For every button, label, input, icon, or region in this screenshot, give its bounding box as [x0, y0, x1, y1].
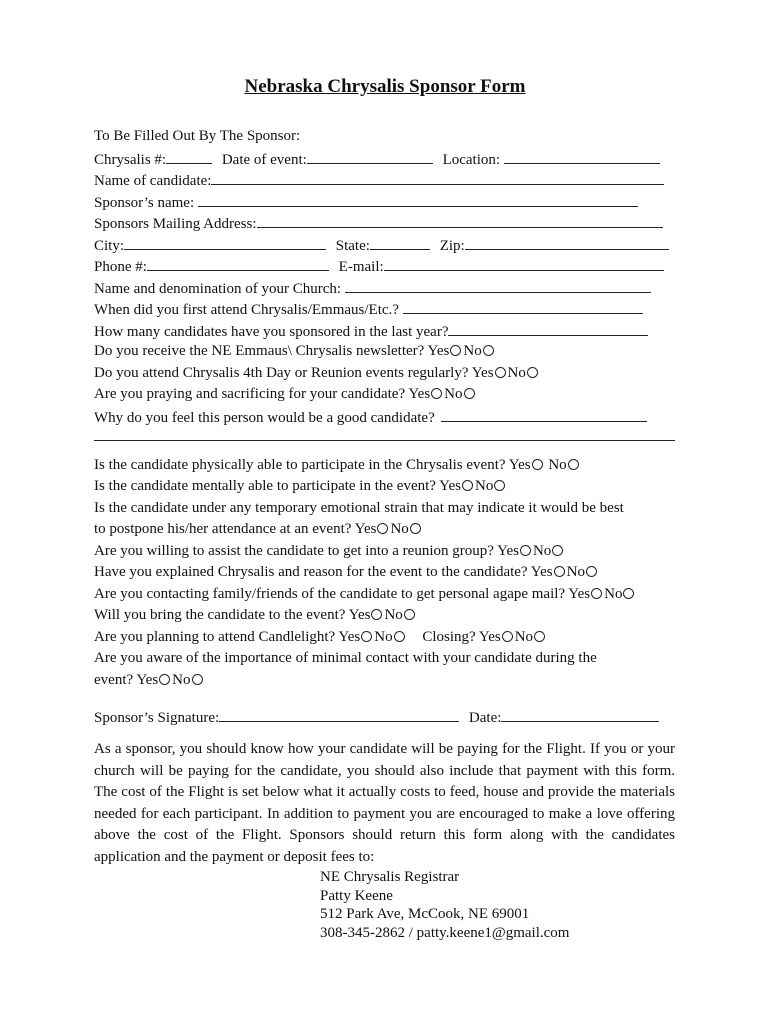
row-mailing-address [94, 212, 663, 234]
chrysalis-number-label: Chrysalis #: [94, 152, 167, 168]
form-title: Nebraska Chrysalis Sponsor Form [244, 76, 526, 97]
state-field[interactable] [370, 234, 430, 250]
yes-radio-icon[interactable] [554, 566, 565, 577]
signature-field[interactable] [219, 706, 459, 722]
how-many-field[interactable] [448, 320, 648, 336]
location-field[interactable] [504, 148, 660, 164]
question-reunion [94, 363, 540, 383]
question-praying-text: Are you praying and sacrificing for your candidate? [94, 386, 406, 402]
no-radio-icon[interactable] [527, 367, 538, 378]
sponsor-name-label: Sponsor’s name: [94, 195, 195, 211]
no-radio-icon[interactable] [568, 459, 579, 470]
question-newsletter [94, 341, 496, 361]
first-attend-field[interactable] [403, 298, 643, 314]
question-physically-able [94, 455, 581, 475]
yes-label: Yes [354, 521, 377, 537]
question-explained-text: Have you explained Chrysalis and reason for the event to the candidate? [94, 564, 528, 580]
candidate-name-label: Name of candidate: [94, 173, 212, 189]
intro-text: To Be Filled Out By The Sponsor: [94, 128, 301, 144]
question-emotional-strain-line1 [94, 498, 624, 518]
address-line-3: 512 Park Ave, McCook, NE 69001 [320, 906, 530, 922]
yes-label: Yes [136, 672, 159, 688]
question-minimal-contact-text-cont: event? [94, 672, 134, 688]
no-radio-icon[interactable] [394, 631, 405, 642]
yes-label: Yes [508, 457, 531, 473]
question-emotional-strain-text-cont: to postpone his/her attendance at an event? [94, 521, 352, 537]
no-label: No [374, 629, 393, 645]
yes-label: Yes [427, 343, 450, 359]
instructions-paragraph: As a sponsor, you should know how your candidate will be paying for the Flight. If you or your church will be paying for the candidate, you should also include that payment with this form. The cost of the Flight is set below what it actually costs to feed, house and provide the materials needed for each participant. In addition to payment you are encouraged to make a love offering above the cost of the Flight. Sponsors should return this form along with the candidates application and the payment or deposit fees to: [94, 741, 675, 865]
no-radio-icon[interactable] [192, 674, 203, 685]
no-radio-icon[interactable] [464, 388, 475, 399]
question-agape-mail [94, 584, 636, 604]
row-how-many [94, 320, 648, 342]
no-label: No [463, 343, 482, 359]
phone-label: Phone #: [94, 259, 147, 275]
no-label: No [507, 365, 526, 381]
good-candidate-field[interactable] [441, 406, 647, 422]
no-radio-icon[interactable] [483, 345, 494, 356]
no-label: No [384, 607, 403, 623]
yes-label: Yes [348, 607, 371, 623]
question-agape-mail-text: Are you contacting family/friends of the candidate to get personal agape mail? [94, 586, 566, 602]
city-field[interactable] [124, 234, 326, 250]
no-label: No [390, 521, 409, 537]
yes-radio-icon[interactable] [502, 631, 513, 642]
no-radio-icon[interactable] [586, 566, 597, 577]
row-signature-date [94, 706, 659, 728]
phone-field[interactable] [147, 255, 329, 271]
yes-radio-icon[interactable] [591, 588, 602, 599]
question-explained [94, 562, 599, 582]
date-of-event-field[interactable] [307, 148, 433, 164]
date-field[interactable] [501, 706, 659, 722]
address-line-4: 308-345-2862 / patty.keene1@gmail.com [320, 924, 570, 941]
row-phone-email [94, 255, 664, 277]
question-closing-text: Closing? [422, 629, 476, 645]
question-newsletter-text: Do you receive the NE Emmaus\ Chrysalis newsletter? [94, 343, 425, 359]
question-bring-candidate [94, 605, 417, 625]
date-of-event-label: Date of event: [221, 152, 307, 168]
question-reunion-group [94, 541, 565, 561]
row-candidate-name [94, 169, 664, 191]
question-minimal-contact-line2 [94, 670, 205, 690]
no-radio-icon[interactable] [534, 631, 545, 642]
candidate-name-field[interactable] [211, 169, 664, 185]
yes-label: Yes [338, 629, 361, 645]
no-radio-icon[interactable] [410, 523, 421, 534]
question-reunion-text: Do you attend Chrysalis 4th Day or Reunion events regularly? [94, 365, 469, 381]
yes-radio-icon[interactable] [377, 523, 388, 534]
no-radio-icon[interactable] [552, 545, 563, 556]
address-line-1: NE Chrysalis Registrar [320, 869, 460, 885]
date-label: Date: [468, 710, 502, 726]
no-radio-icon[interactable] [623, 588, 634, 599]
sponsor-name-field[interactable] [198, 191, 638, 207]
yes-label: Yes [478, 629, 501, 645]
church-label: Name and denomination of your Church: [94, 281, 342, 297]
no-label: No [172, 672, 191, 688]
question-bring-candidate-text: Will you bring the candidate to the event? [94, 607, 346, 623]
yes-radio-icon[interactable] [450, 345, 461, 356]
how-many-label: How many candidates have you sponsored in the last year? [94, 324, 449, 340]
row-sponsor-name [94, 191, 638, 213]
no-label: No [444, 386, 463, 402]
mailing-address-field[interactable] [257, 212, 663, 228]
zip-label: Zip: [439, 238, 465, 254]
yes-radio-icon[interactable] [495, 367, 506, 378]
question-candlelight [94, 627, 547, 647]
good-candidate-extra-line[interactable] [94, 440, 675, 441]
question-physically-able-text: Is the candidate physically able to participate in the Chrysalis event? [94, 457, 506, 473]
row-church [94, 277, 651, 299]
no-label: No [514, 629, 534, 645]
zip-field[interactable] [465, 234, 669, 250]
address-line-2: Patty Keene [320, 887, 393, 904]
yes-label: Yes [439, 478, 461, 494]
row-chrysalis-date-location [94, 148, 660, 170]
chrysalis-number-field[interactable] [166, 148, 212, 164]
yes-radio-icon[interactable] [371, 609, 382, 620]
state-label: State: [335, 238, 370, 254]
no-radio-icon[interactable] [404, 609, 415, 620]
question-mentally-able-text: Is the candidate mentally able to participate in the event? [94, 478, 436, 494]
question-minimal-contact-text: Are you aware of the importance of minimal contact with your candidate during the [94, 650, 597, 666]
question-reunion-group-text: Are you willing to assist the candidate to get into a reunion group? [94, 543, 494, 559]
email-field[interactable] [384, 255, 664, 271]
city-label: City: [94, 238, 125, 254]
row-city-state-zip [94, 234, 669, 256]
yes-radio-icon[interactable] [431, 388, 442, 399]
yes-label: Yes [497, 543, 519, 559]
registrar-address [320, 868, 569, 942]
church-field[interactable] [345, 277, 651, 293]
question-candlelight-text: Are you planning to attend Candlelight? [94, 629, 336, 645]
no-label: No [532, 543, 552, 559]
yes-radio-icon[interactable] [159, 674, 170, 685]
email-label: E-mail: [338, 259, 384, 275]
yes-radio-icon[interactable] [462, 480, 473, 491]
yes-label: Yes [471, 365, 494, 381]
yes-label: Yes [568, 586, 591, 602]
no-label: No [604, 586, 623, 602]
no-label: No [474, 478, 494, 494]
first-attend-label: When did you first attend Chrysalis/Emmaus/Etc.? [94, 302, 399, 318]
signature-label: Sponsor’s Signature: [94, 710, 220, 726]
location-label: Location: [442, 152, 501, 168]
question-emotional-strain-line2 [94, 519, 423, 539]
mailing-address-label: Sponsors Mailing Address: [94, 216, 257, 232]
no-label: No [548, 457, 567, 473]
yes-radio-icon[interactable] [361, 631, 372, 642]
question-good-candidate [94, 406, 647, 428]
question-good-candidate-text: Why do you feel this person would be a good candidate? [94, 410, 435, 426]
yes-label: Yes [530, 564, 553, 580]
question-praying [94, 384, 477, 404]
question-minimal-contact-line1 [94, 648, 597, 668]
yes-radio-icon[interactable] [520, 545, 531, 556]
yes-label: Yes [408, 386, 431, 402]
no-radio-icon[interactable] [494, 480, 505, 491]
no-label: No [566, 564, 585, 580]
yes-radio-icon[interactable] [532, 459, 543, 470]
question-emotional-strain-text: Is the candidate under any temporary emotional strain that may indicate it would be best [94, 500, 624, 516]
row-first-attend [94, 298, 643, 320]
question-mentally-able [94, 476, 507, 496]
